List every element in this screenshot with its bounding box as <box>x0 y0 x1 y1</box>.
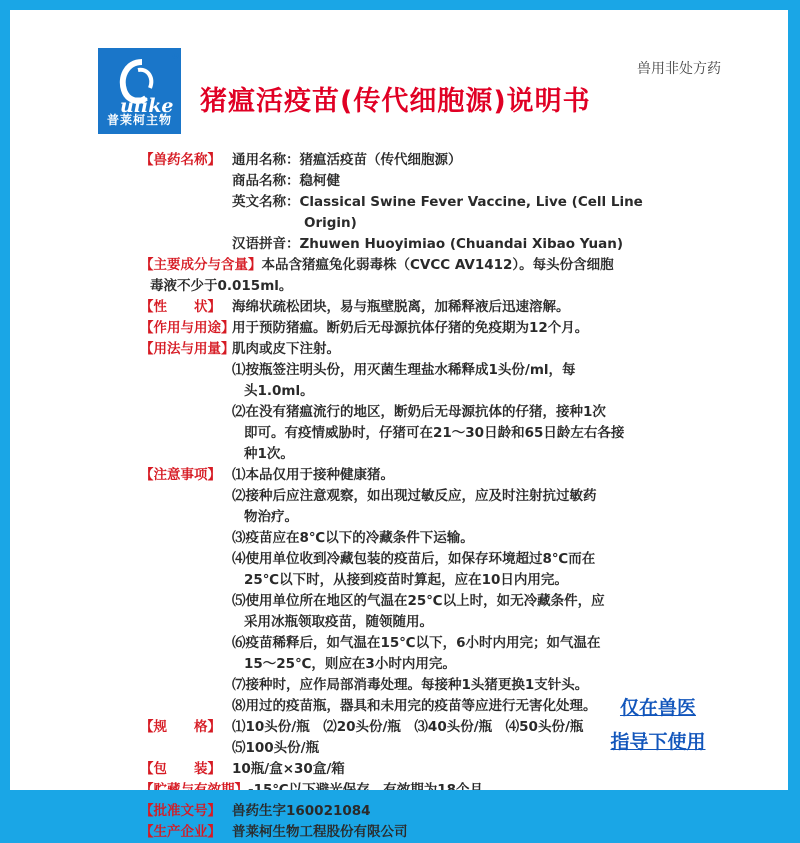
document-title: 猪瘟活疫苗(传代细胞源)说明书 <box>200 86 591 117</box>
note-4-cont: 25℃以下时，从接到疫苗时算起，应在10日内用完。 <box>244 572 568 588</box>
usage-item-2-cont: 种1次。 <box>244 446 294 462</box>
section-label: 【规 格】 <box>140 719 221 735</box>
section-composition <box>140 255 660 297</box>
otc-label: 兽用非处方药 <box>637 61 721 77</box>
properties-text: 海绵状疏松团块，易与瓶壁脱离，加稀释液后迅速溶解。 <box>232 299 570 315</box>
spec-line-1: ⑴10头份/瓶 ⑵20头份/瓶 ⑶40头份/瓶 ⑷50头份/瓶 <box>232 719 584 735</box>
usage-item-2: ⑵在没有猪瘟流行的地区，断奶后无母源抗体的仔猪，接种1次 <box>232 404 606 420</box>
usage-item-1-cont: 头1.0ml。 <box>244 383 314 399</box>
vet-use-stamp-line2: 指导下使用 <box>610 731 706 753</box>
pinyin-name: 汉语拼音：Zhuwen Huoyimiao (Chuandai Xibao Yuan) <box>232 236 624 252</box>
usage-text: 肌肉或皮下注射。 <box>232 341 340 357</box>
section-label: 【包 装】 <box>140 761 221 777</box>
composition-text: 本品含猪瘟兔化弱毒株（CVCC AV1412）。每头份含细胞 <box>261 257 614 273</box>
section-label: 【性 状】 <box>140 299 221 315</box>
english-name-line2: Origin) <box>304 215 357 231</box>
approval-text: 兽药生字160021084 <box>232 803 371 819</box>
section-label: 【贮藏与有效期】 <box>140 782 248 798</box>
note-7: ⑺接种时，应作局部消毒处理。每接种1头猪更换1支针头。 <box>232 677 589 693</box>
company-logo <box>98 48 181 134</box>
section-indication <box>140 318 660 339</box>
section-usage <box>140 339 660 465</box>
section-manufacturer <box>140 822 660 843</box>
package-text: 10瓶/盒×30盒/箱 <box>232 761 345 777</box>
note-1: ⑴本品仅用于接种健康猪。 <box>232 467 394 483</box>
section-label: 【批准文号】 <box>140 803 221 819</box>
section-properties <box>140 297 660 318</box>
english-name-line1: 英文名称：Classical Swine Fever Vaccine, Live (Cell Line <box>232 194 643 210</box>
note-6: ⑹疫苗稀释后，如气温在15℃以下，6小时内用完；如气温在 <box>232 635 601 651</box>
note-4: ⑷使用单位收到冷藏包装的疫苗后，如保存环境超过8℃而在 <box>232 551 596 567</box>
section-label: 【生产企业】 <box>140 824 221 840</box>
note-2: ⑵接种后应注意观察，如出现过敏反应，应及时注射抗过敏药 <box>232 488 597 504</box>
note-2-cont: 物治疗。 <box>244 509 298 525</box>
vet-use-stamp-line1: 仅在兽医 <box>619 697 696 719</box>
section-storage <box>140 780 660 801</box>
trade-name: 商品名称：稳柯健 <box>232 173 340 189</box>
storage-text: -15℃以下避光保存，有效期为18个月。 <box>248 782 497 798</box>
spec-line-2: ⑸100头份/瓶 <box>232 740 320 756</box>
section-label: 【用法与用量】 <box>140 341 235 357</box>
note-8: ⑻用过的疫苗瓶，器具和未用完的疫苗等应进行无害化处理。 <box>232 698 597 714</box>
section-spec <box>140 717 660 759</box>
usage-item-2-cont: 即可。有疫情威胁时，仔猪可在21～30日龄和65日龄左右各接 <box>244 425 625 441</box>
registered-mark: ® <box>171 52 180 62</box>
note-6-cont: 15～25℃，则应在3小时内用完。 <box>244 656 456 672</box>
section-drug-name <box>140 150 660 255</box>
note-3: ⑶疫苗应在8℃以下的冷藏条件下运输。 <box>232 530 474 546</box>
section-package <box>140 759 660 780</box>
usage-item-1: ⑴按瓶签注明头份，用灭菌生理盐水稀释成1头份/ml，每 <box>232 362 576 378</box>
section-label: 【作用与用途】 <box>140 320 235 336</box>
leaflet-body <box>140 150 660 843</box>
composition-text-cont: 毒液不少于0.015ml。 <box>150 278 293 294</box>
note-5: ⑸使用单位所在地区的气温在25℃以上时，如无冷藏条件，应 <box>232 593 605 609</box>
section-label: 【注意事项】 <box>140 467 221 483</box>
logo-mark-icon <box>98 48 181 118</box>
section-label: 【主要成分与含量】 <box>140 257 262 273</box>
manufacturer-text: 普莱柯生物工程股份有限公司 <box>232 824 408 840</box>
note-5-cont: 采用冰瓶领取疫苗，随领随用。 <box>244 614 433 630</box>
section-approval <box>140 801 660 822</box>
section-label: 【兽药名称】 <box>140 152 221 168</box>
svg-text:ulike: ulike <box>120 95 174 117</box>
generic-name: 通用名称：猪瘟活疫苗（传代细胞源） <box>232 152 462 168</box>
section-notes <box>140 465 660 717</box>
logo-company-name: 普莱柯主物 <box>106 113 172 127</box>
indication-text: 用于预防猪瘟。断奶后无母源抗体仔猪的免疫期为12个月。 <box>232 320 589 336</box>
